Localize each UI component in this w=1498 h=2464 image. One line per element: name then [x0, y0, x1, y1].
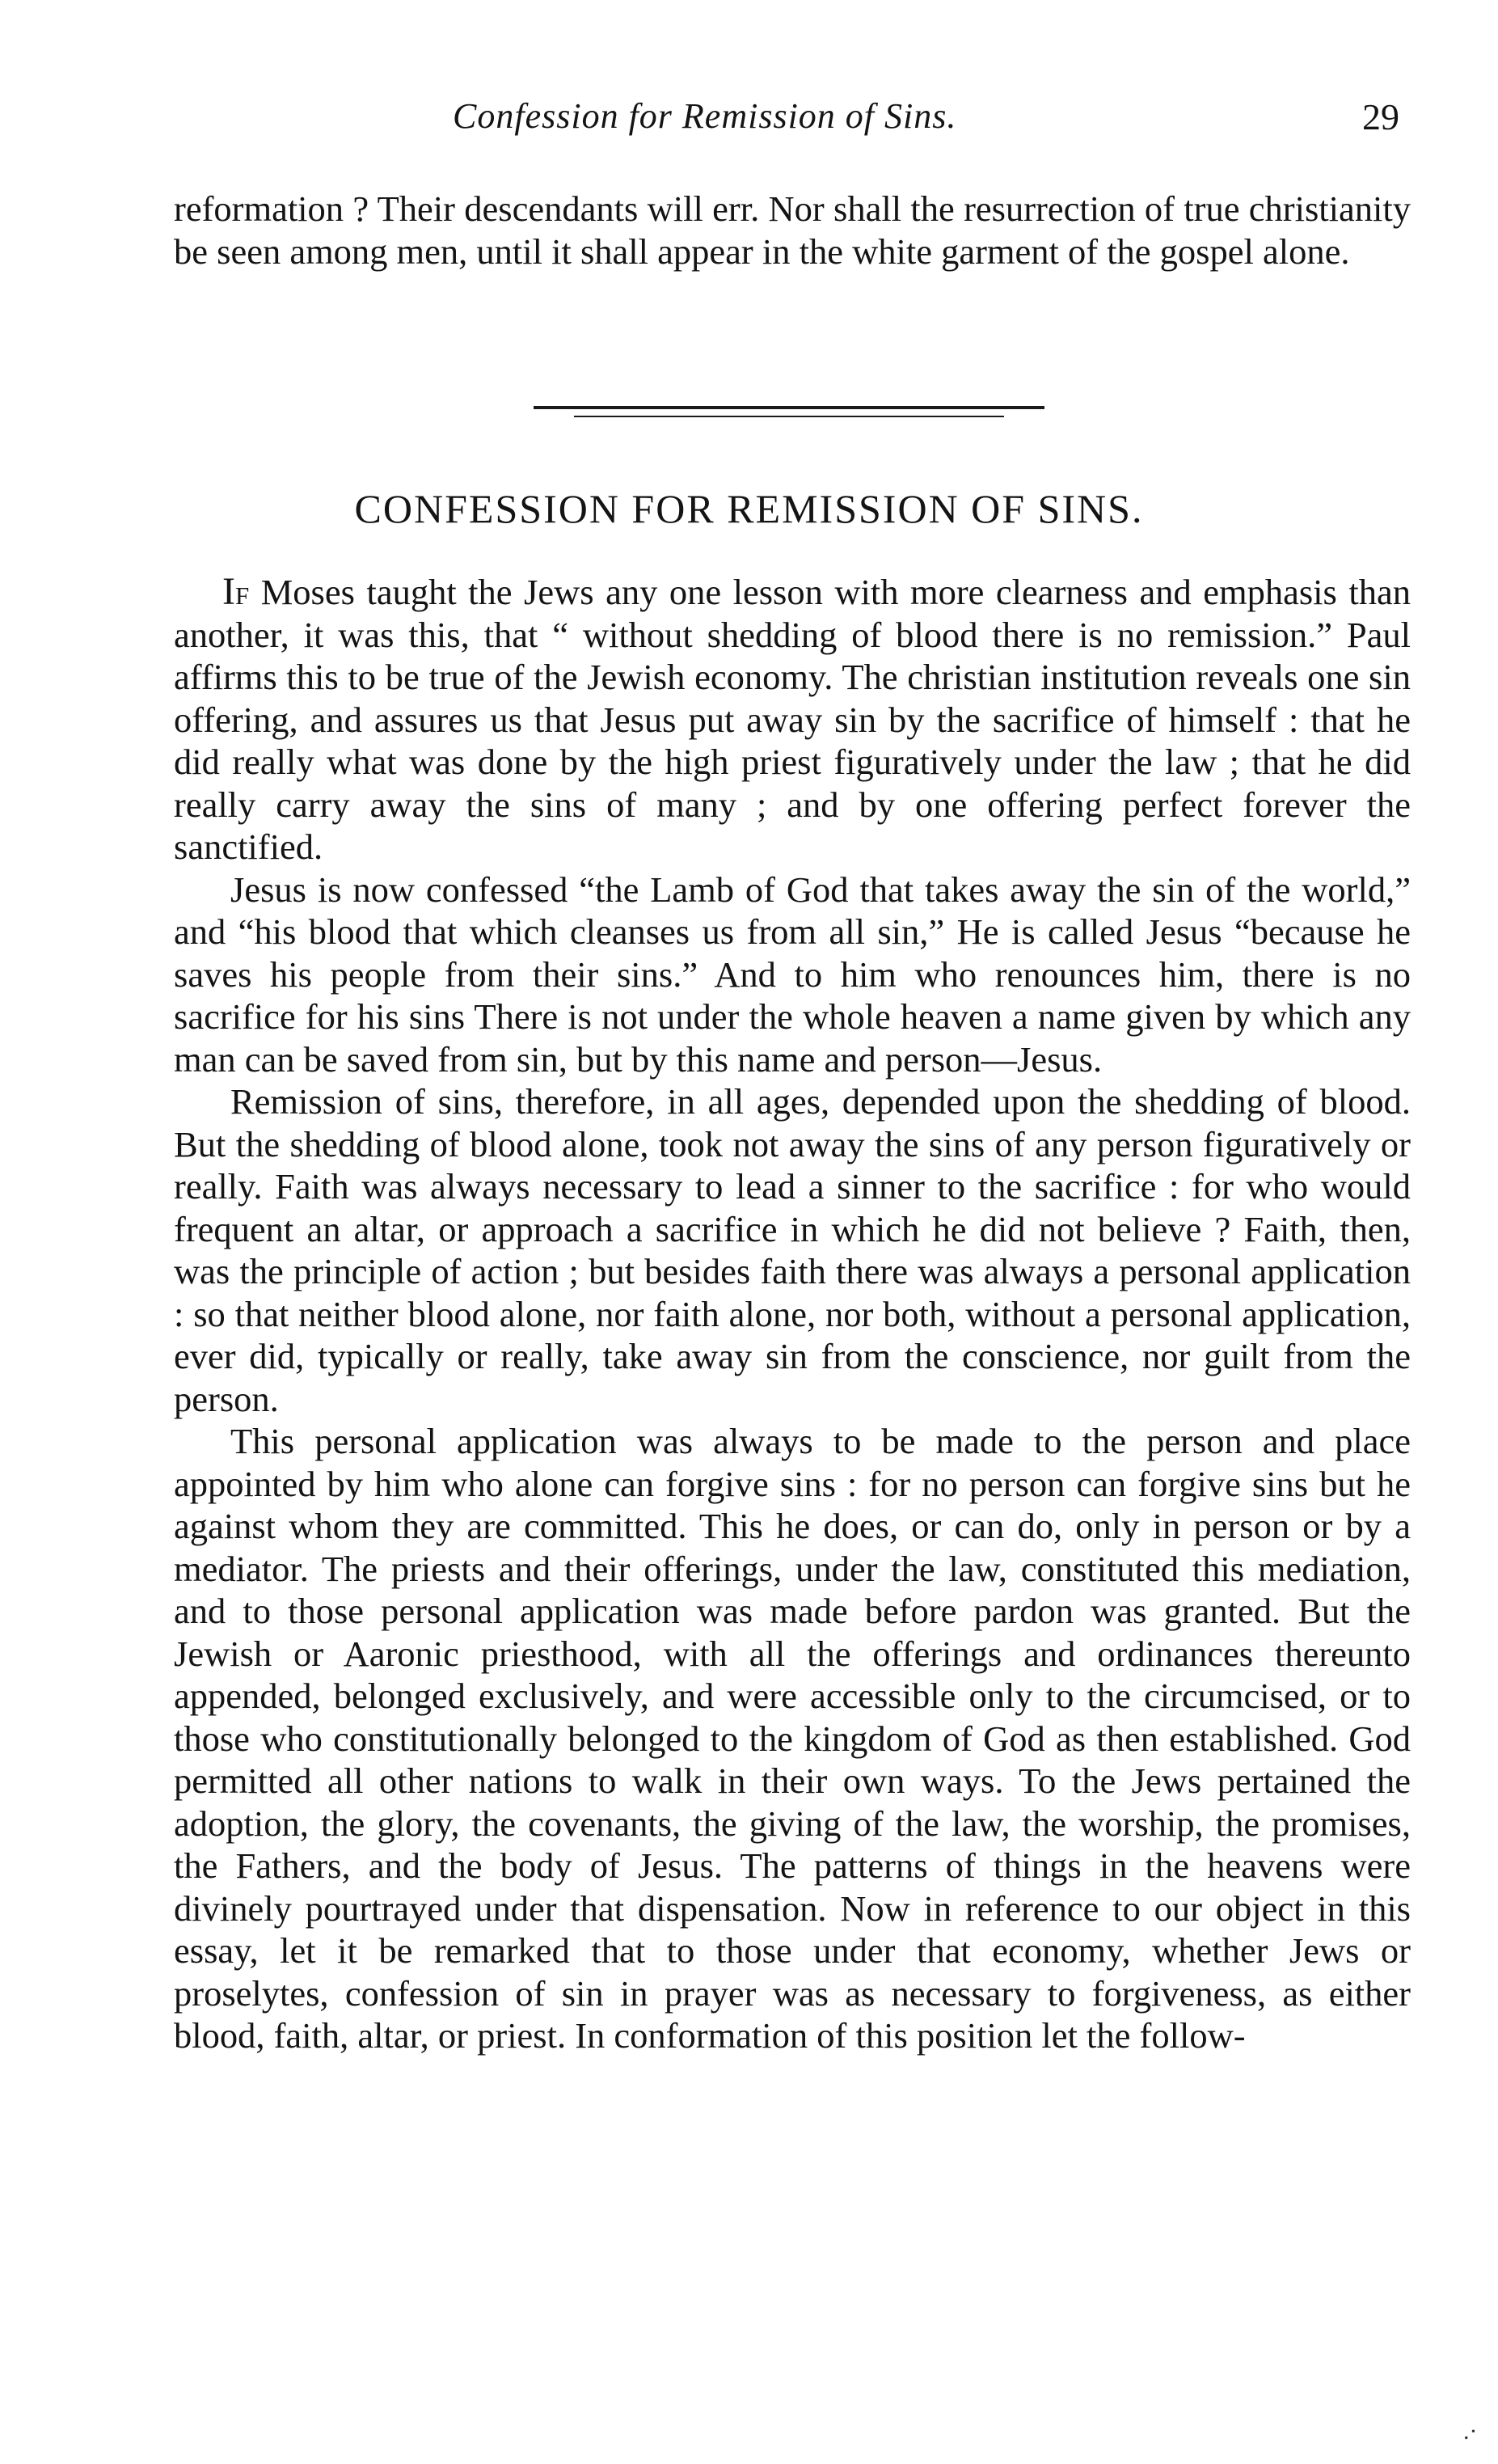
carryover-paragraph: reformation ? Their descendants will err. Nor shall the resurrection of true christianity be seen among men, until it shall appear in the white garment of the gospel alone. [174, 188, 1411, 272]
page-header [0, 95, 1498, 152]
small-caps-text: f [234, 572, 250, 612]
carryover-text [174, 188, 1411, 273]
paragraph: Jesus is now confessed “the Lamb of God that takes away the sin of the world,” and “his blood that which cleanses us from all sin,” He is called Jesus “because he saves his people from their sins.” And to him who renounces him, there is no sacrifice for his sins There is not under the whole heaven a name given by which any man can be saved from sin, but by this name and person—Jesus. [174, 869, 1411, 1080]
running-title: Confession for Remission of Sins. [453, 96, 957, 136]
page-number: 29 [1362, 96, 1399, 137]
paragraph: Remission of sins, therefore, in all ages, depended upon the shedding of blood. But the shedding of blood alone, took not away the sins of any person figuratively or really. Faith was always necessary to lead a sinner to the sacrifice : for who would frequent an altar, or approach a sacrifice in which he did not believe ? Faith, then, was the principle of action ; but besides faith there was always a personal application : so that neither blood alone, nor faith alone, nor both, without a personal application, ever did, typically or really, take away sin from the conscience, nor guilt from the person. [174, 1081, 1411, 1419]
paragraph [174, 571, 1411, 869]
paragraph: This personal application was always to be made to the person and place appointed by him who alone can forgive sins : for no person can forgive sins but he against whom they are committed. This he does, or can do, only in person or by a mediator. The priests and their offerings, under the law, constituted this mediation, and to those personal application was made before pardon was granted. But the Jewish or Aaronic priesthood, with all the offerings and ordinances thereunto appended, belonged exclusively, and were accessible only to the circumcised, or to those who constitutionally belonged to the kingdom of God as then established. God permitted all other nations to walk in their own ways. To the Jews pertained the adoption, the glory, the covenants, the giving of the law, the worship, the promises, the Fathers, and the body of Jesus. The patterns of things in the heavens were divinely pourtrayed under that dispensation. Now in reference to our object in this essay, let it be remarked that to those under that economy, whether Jews or proselytes, confession of sin in prayer was as necessary to forgiveness, as either blood, faith, altar, or priest. In conformation of this position let the follow- [174, 1421, 1411, 2056]
section-heading: CONFESSION FOR REMISSION OF SINS. [354, 486, 1144, 531]
section-body [174, 571, 1411, 2057]
footer-mark: .· [1463, 2418, 1478, 2445]
section-divider [534, 406, 1044, 409]
paragraph-text: Moses taught the Jews any one lesson with more clearness and emphasis than another, it was this, that “ without shedding of blood there is no remission.” Paul affirms this to be true of the Jewish economy. The christian institution reveals one sin offering, and assures us that Jesus put away sin by the sacrifice of himself : that he did really what was done by the high priest figuratively under the law ; that he did really carry away the sins of many ; and by one offering perfect forever the sanctified. [174, 572, 1411, 867]
drop-cap: I [222, 570, 235, 613]
